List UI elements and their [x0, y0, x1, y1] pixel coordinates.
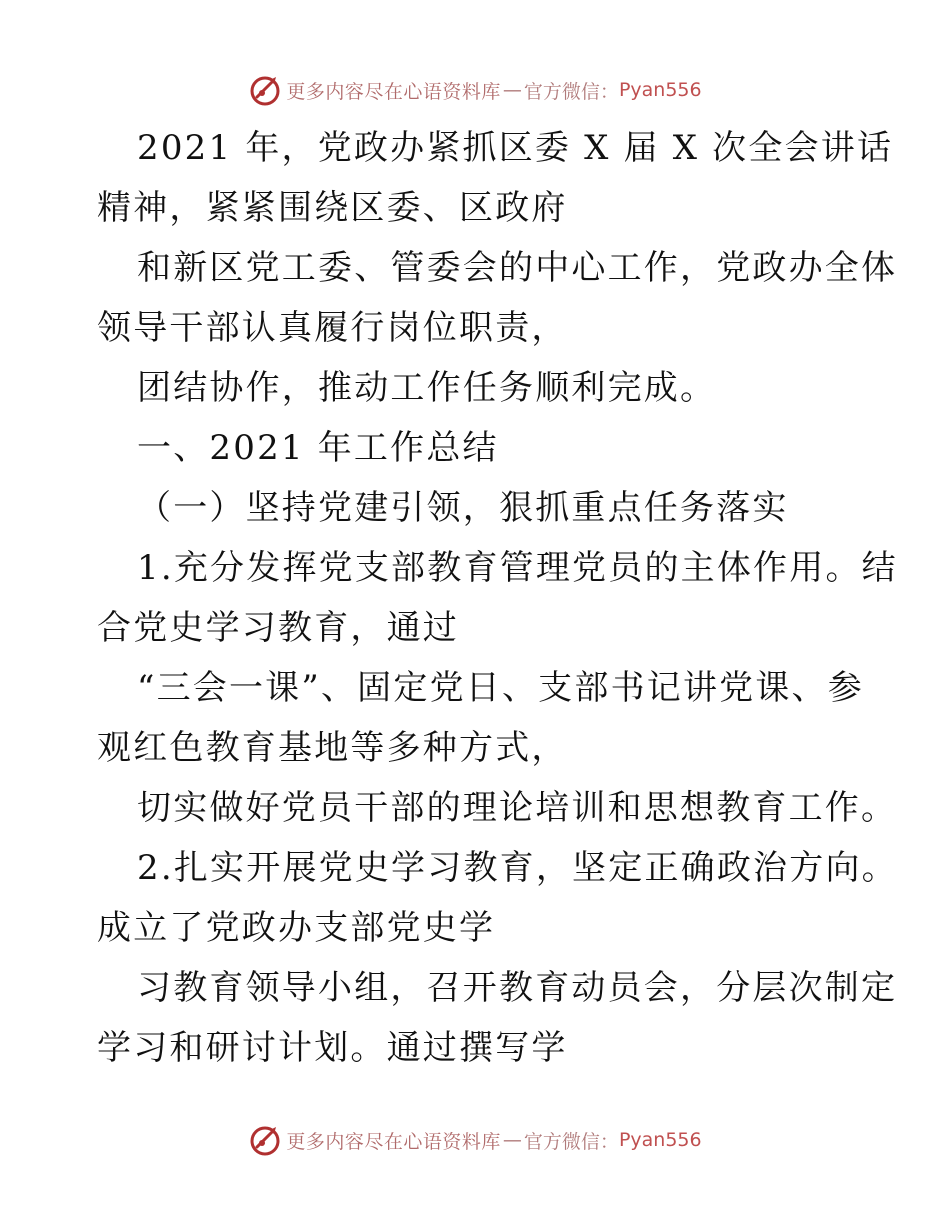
- banner-main-text: 更多内容尽在心语资料库: [286, 1130, 501, 1153]
- text-line: 和新区党工委、管委会的中心工作，党政办全体: [137, 248, 898, 288]
- text-line: 成立了党政办支部党史学: [97, 908, 496, 948]
- text-line: 精神，紧紧围绕区委、区政府: [97, 188, 568, 228]
- text-line: 领导干部认真履行岗位职责，: [97, 308, 568, 348]
- banner-wechat-id: Pyan556: [618, 1129, 702, 1151]
- header-watermark-banner: [0, 70, 950, 110]
- banner-dash: —: [502, 1129, 522, 1151]
- text-line: 切实做好党员干部的理论培训和思想教育工作。: [137, 788, 898, 828]
- text-line: 1.充分发挥党支部教育管理党员的主体作用。结: [137, 548, 898, 588]
- text-line: 观红色教育基地等多种方式，: [97, 728, 568, 768]
- text-line: 团结协作，推动工作任务顺利完成。: [137, 368, 717, 408]
- text-line: （一）坚持党建引领，狠抓重点任务落实: [137, 488, 789, 528]
- banner-wechat-id: Pyan556: [618, 79, 702, 101]
- footer-watermark-banner: [0, 1120, 950, 1160]
- text-line: 2.扎实开展党史学习教育，坚定正确政治方向。: [137, 848, 898, 888]
- document-body: [97, 118, 898, 1078]
- text-line: 合党史学习教育，通过: [97, 608, 459, 648]
- text-line: 学习和研讨计划。通过撰写学: [97, 1028, 568, 1068]
- banner-main-text: 更多内容尽在心语资料库: [286, 80, 501, 103]
- text-line: 2021 年，党政办紧抓区委 X 届 X 次全会讲话: [137, 128, 894, 168]
- banner-wechat-label: 官方微信：: [523, 1130, 619, 1153]
- banner-wechat-label: 官方微信：: [523, 80, 619, 103]
- banner-dash: —: [502, 79, 522, 101]
- text-line: 习教育领导小组，召开教育动员会，分层次制定: [137, 968, 898, 1008]
- text-line: 一、2021 年工作总结: [137, 428, 499, 468]
- brand-logo-icon: [248, 1123, 282, 1157]
- text-line: “三会一课”、固定党日、支部书记讲党课、参: [137, 668, 864, 708]
- brand-logo-icon: [248, 73, 282, 107]
